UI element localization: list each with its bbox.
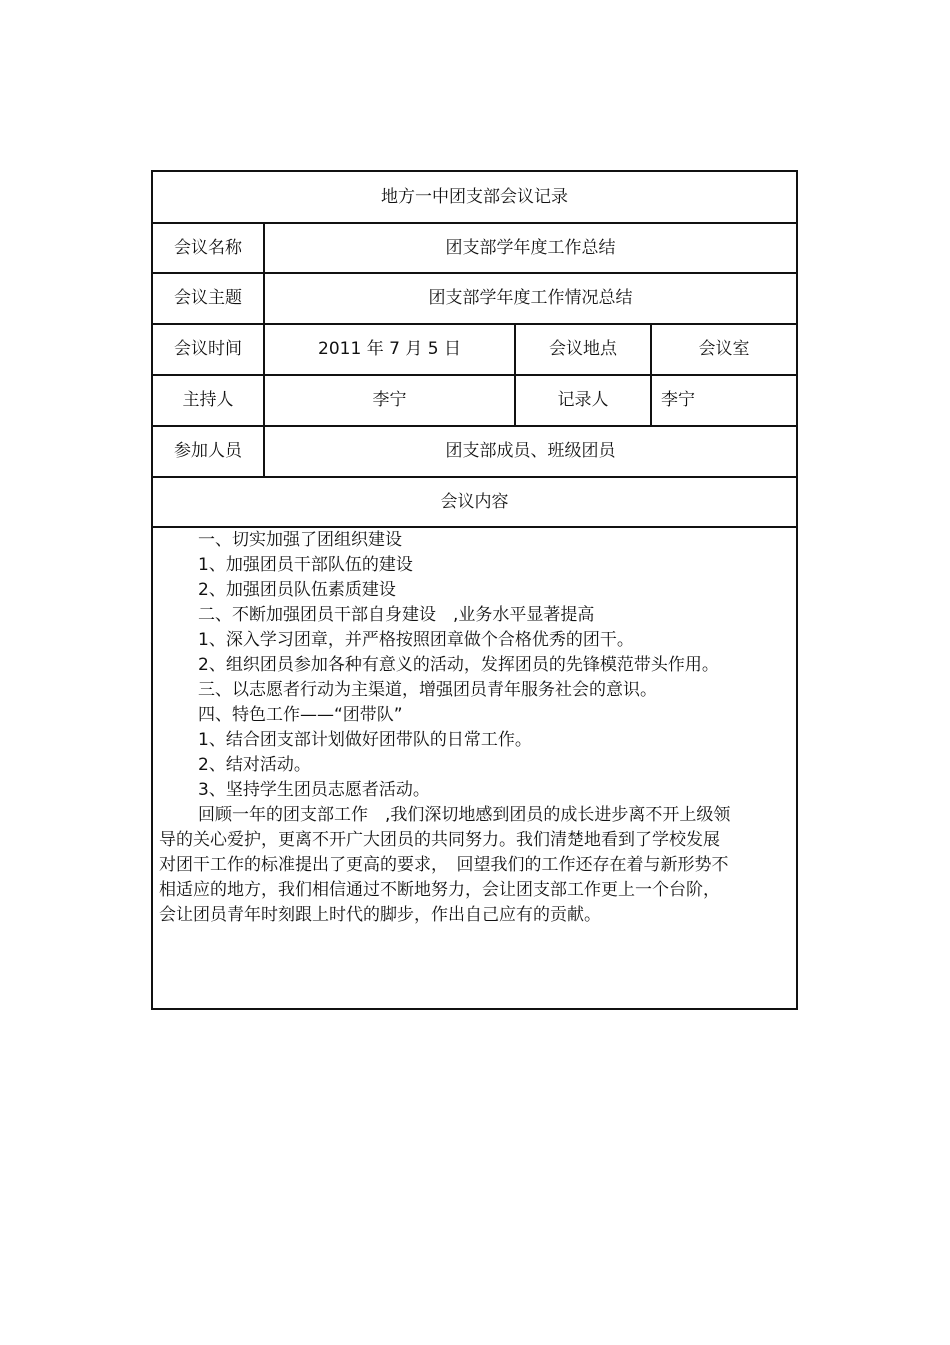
content-line: 四、特色工作——“团带队” [198, 705, 403, 725]
meeting-time-value: 2011 年 7 月 5 日 [318, 339, 461, 359]
content-line: 回顾一年的团支部工作 ,我们深切地感到团员的成长进步离不开上级领 [198, 805, 731, 825]
content-line: 会让团员青年时刻跟上时代的脚步，作出自己应有的贡献。 [159, 905, 601, 925]
content-line: 二、不断加强团员干部自身建设 ,业务水平显著提高 [198, 605, 595, 625]
recorder-value: 李宁 [661, 390, 695, 410]
content-line: 2、加强团员队伍素质建设 [198, 580, 396, 600]
recorder-label: 记录人 [557, 390, 609, 410]
content-line: 对团干工作的标准提出了更高的要求， 回望我们的工作还存在着与新形势不 [159, 855, 729, 875]
content-line: 1、深入学习团章，并严格按照团章做个合格优秀的团干。 [198, 630, 634, 650]
content-line: 2、组织团员参加各种有意义的活动，发挥团员的先锋模范带头作用。 [198, 655, 719, 675]
content-line: 相适应的地方，我们相信通过不断地努力，会让团支部工作更上一个台阶， [159, 880, 720, 900]
meeting-place-label: 会议地点 [549, 339, 617, 359]
content-line: 三、以志愿者行动为主渠道，增强团员青年服务社会的意识。 [198, 680, 657, 700]
meeting-content-body [159, 528, 789, 928]
host-label: 主持人 [182, 390, 234, 410]
content-line: 1、加强团员干部队伍的建设 [198, 555, 413, 575]
content-line: 一、切实加强了团组织建设 [198, 530, 402, 550]
meeting-name-value: 团支部学年度工作总结 [445, 237, 616, 258]
content-line: 1、结合团支部计划做好团带队的日常工作。 [198, 730, 532, 750]
participants-value: 团支部成员、班级团员 [445, 441, 616, 461]
meeting-content-title: 会议内容 [440, 491, 509, 512]
meeting-time-label: 会议时间 [174, 339, 242, 359]
meeting-topic-label: 会议主题 [174, 288, 242, 308]
page-title: 地方一中团支部会议记录 [381, 186, 568, 207]
meeting-place-value: 会议室 [698, 339, 750, 359]
content-line: 导的关心爱护，更离不开广大团员的共同努力。我们清楚地看到了学校发展 [159, 830, 720, 850]
meeting-name-label: 会议名称 [174, 237, 242, 258]
meeting-topic-value: 团支部学年度工作情况总结 [428, 288, 633, 308]
participants-label: 参加人员 [174, 441, 242, 461]
host-value: 李宁 [372, 390, 407, 410]
content-line: 3、坚持学生团员志愿者活动。 [198, 780, 430, 800]
content-line: 2、结对活动。 [198, 755, 311, 775]
